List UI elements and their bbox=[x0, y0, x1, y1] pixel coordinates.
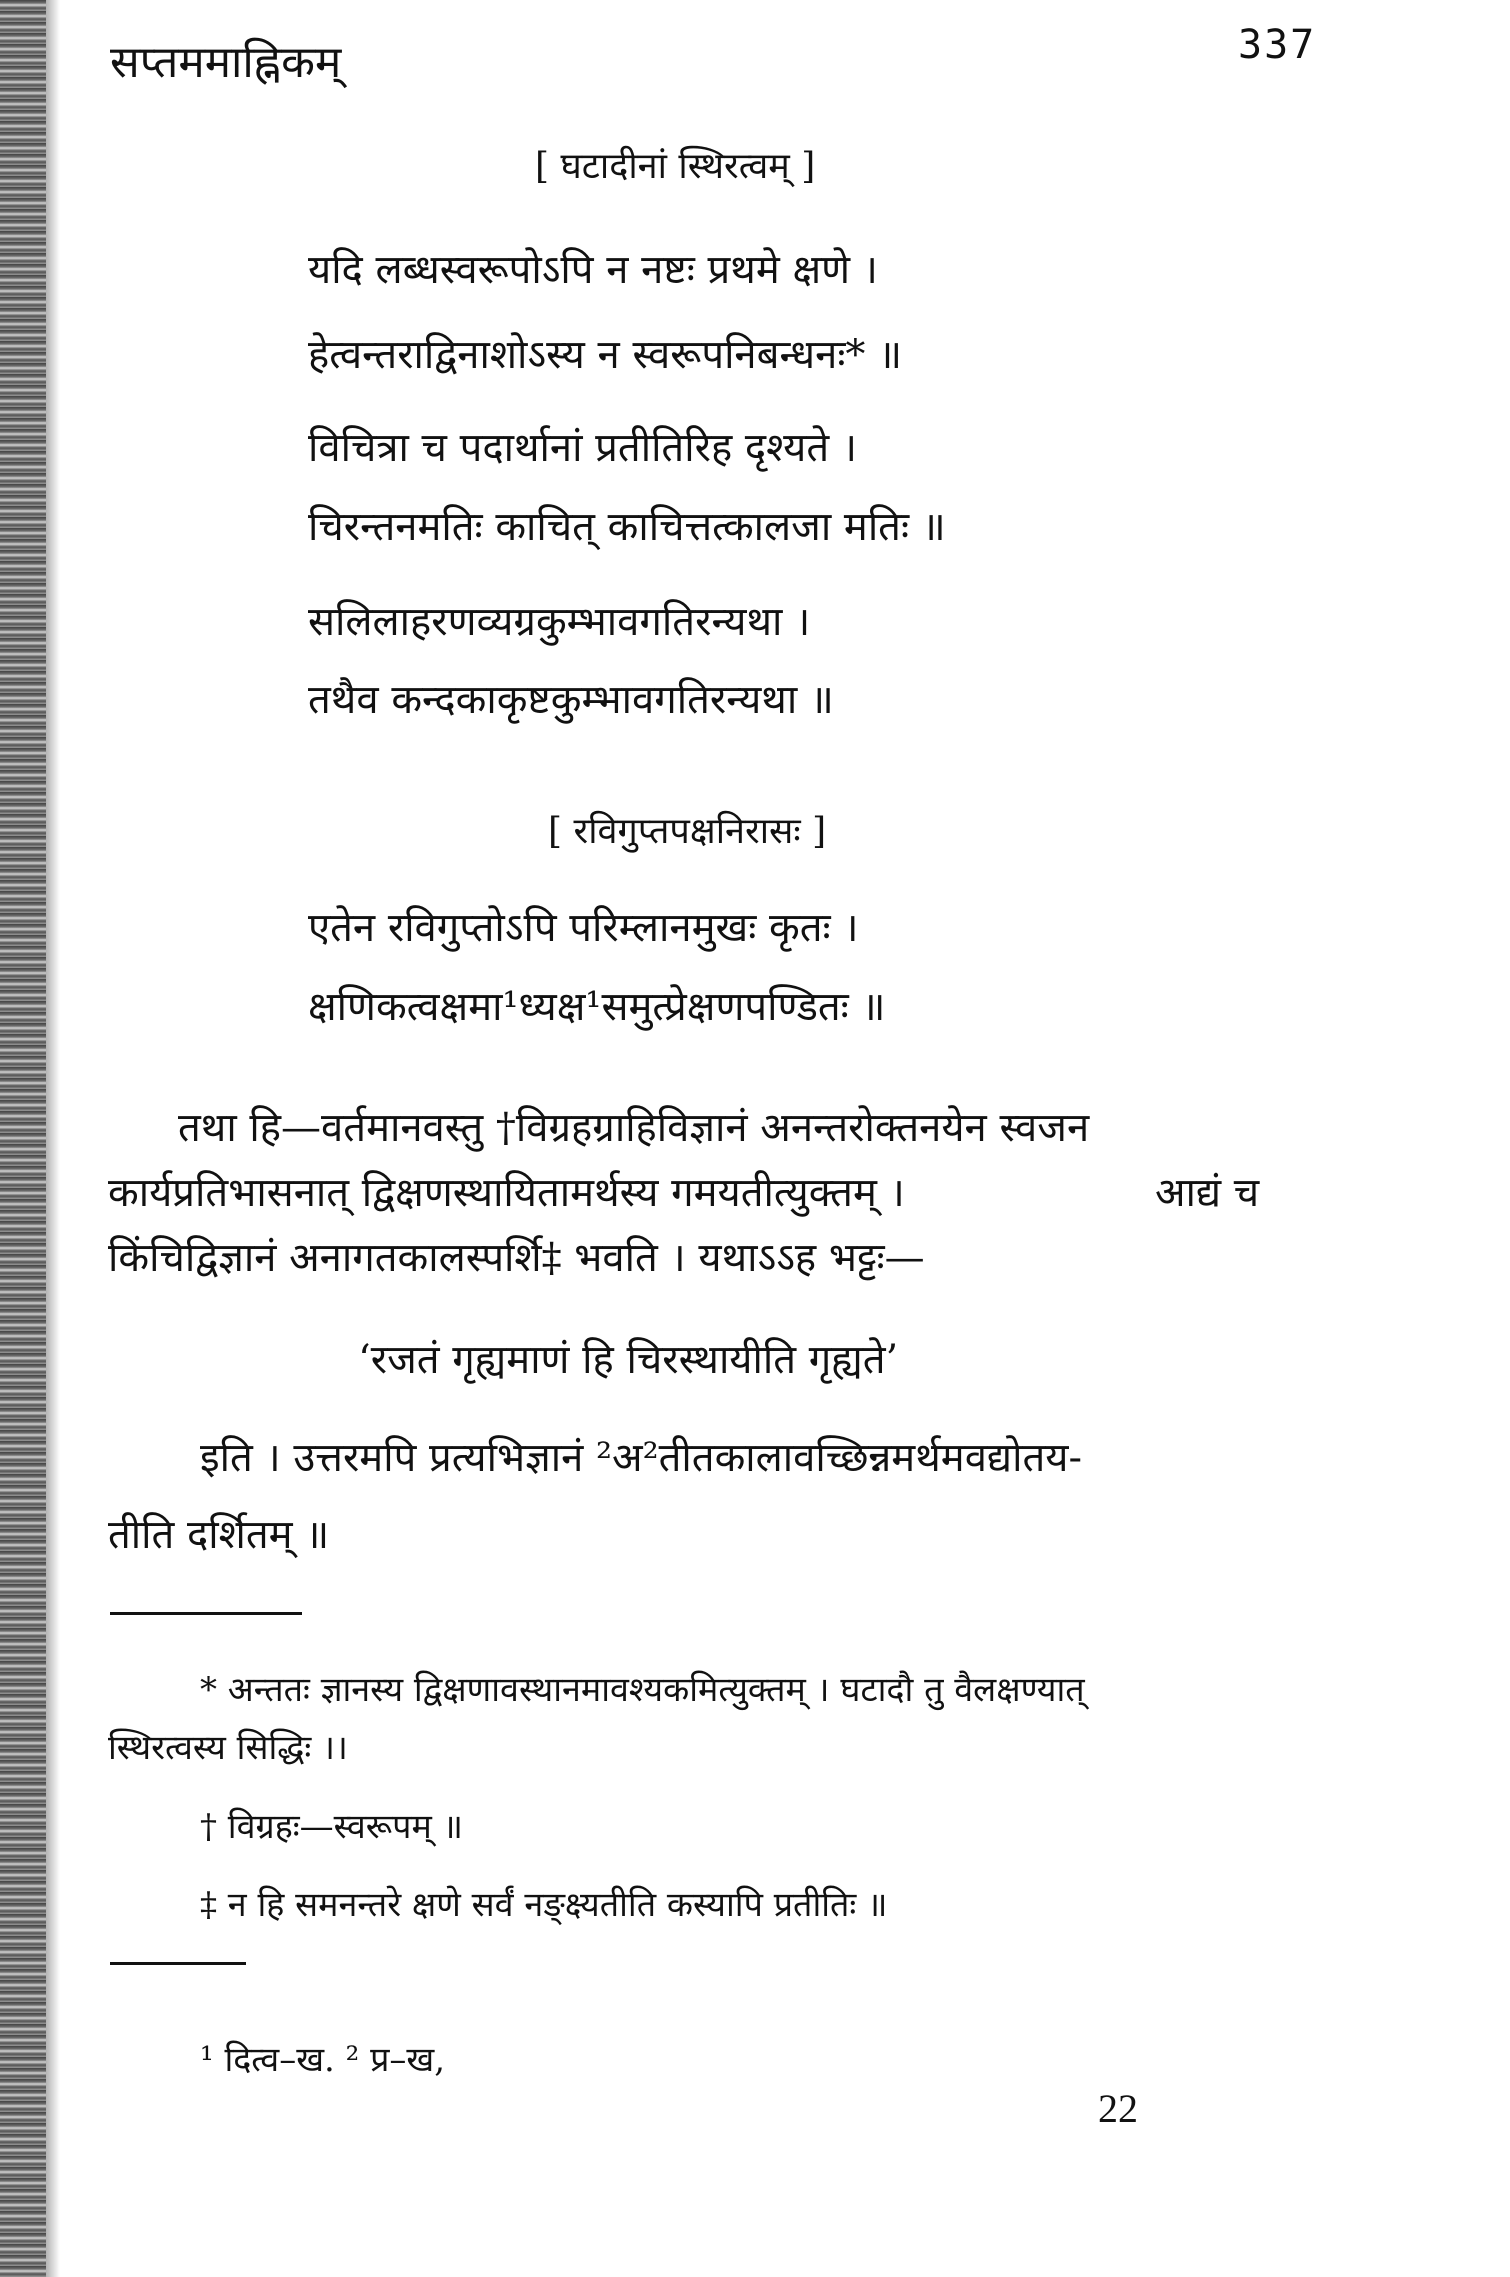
section-heading-sthiratvam: [ घटादीनां स्थिरत्वम् ] bbox=[535, 146, 816, 187]
prose-line: किंचिद्विज्ञानं अनागतकालस्पर्शि‡ भवति । यथाऽऽह भट्टः— bbox=[108, 1235, 925, 1281]
verse-line: यदि लब्धस्वरूपोऽपि न नष्टः प्रथमे क्षणे । bbox=[308, 247, 878, 293]
prose-line: तथा हि—वर्तमानवस्तु †विग्रहग्राहिविज्ञानं अनन्तरोक्तनयेन स्वजन bbox=[178, 1105, 1090, 1151]
verse-line: हेत्वन्तराद्विनाशोऽस्य न स्वरूपनिबन्धनः* ॥ bbox=[308, 332, 903, 378]
signature-mark: 22 bbox=[1098, 2086, 1138, 2131]
quotation: ‘रजतं गृह्यमाणं हि चिरस्थायीति गृह्यते’ bbox=[358, 1337, 899, 1383]
footnote-double-dagger: ‡ न हि समनन्तरे क्षणे सर्वं नङ्क्ष्यतीति कस्यापि प्रतीतिः ॥ bbox=[200, 1885, 888, 1925]
verse-line: विचित्रा च पदार्थानां प्रतीतिरिह दृश्यते । bbox=[308, 425, 858, 471]
verse-line: सलिलाहरणव्यग्रकुम्भावगतिरन्यथा । bbox=[308, 599, 811, 645]
footnote-dagger: † विग्रहः—स्वरूपम् ॥ bbox=[200, 1807, 463, 1847]
scan-binding-edge bbox=[0, 0, 46, 2277]
running-head: सप्तममाह्निकम् bbox=[110, 37, 342, 88]
variant-readings: ¹ दित्व–ख. ² प्र–ख, bbox=[200, 2040, 446, 2080]
section-heading-raviguptapaksha: [ रविगुप्तपक्षनिरासः ] bbox=[548, 811, 827, 852]
footnote-star: * अन्ततः ज्ञानस्य द्विक्षणावस्थानमावश्यकमित्युक्तम् । घटादौ तु वैलक्षण्यात् bbox=[200, 1670, 1085, 1710]
footnote-star-continued: स्थिरत्वस्य सिद्धिः ।। bbox=[108, 1728, 348, 1768]
verse-line: तथैव कन्दकाकृष्टकुम्भावगतिरन्यथा ॥ bbox=[308, 677, 834, 723]
verse-line: एतेन रविगुप्तोऽपि परिम्लानमुखः कृतः । bbox=[308, 905, 859, 951]
verse-line: चिरन्तनमतिः काचित् काचित्तत्कालजा मतिः ॥ bbox=[308, 504, 946, 550]
footnote-divider bbox=[110, 1612, 302, 1615]
prose-line: इति । उत्तरमपि प्रत्यभिज्ञानं ²अ²तीतकालावच्छिन्नमर्थमवद्योतय- bbox=[200, 1435, 1083, 1481]
page-number: 337 bbox=[1238, 22, 1317, 68]
variant-divider bbox=[110, 1962, 246, 1965]
verse-line: क्षणिकत्वक्षमा¹ध्यक्ष¹समुत्प्रेक्षणपण्डितः ॥ bbox=[308, 984, 886, 1030]
prose-line: आद्यं च bbox=[1155, 1170, 1260, 1216]
prose-line: कार्यप्रतिभासनात् द्विक्षणस्थायितामर्थस्य गमयतीत्युक्तम् । bbox=[108, 1170, 905, 1216]
prose-line: तीति दर्शितम् ॥ bbox=[108, 1512, 330, 1558]
